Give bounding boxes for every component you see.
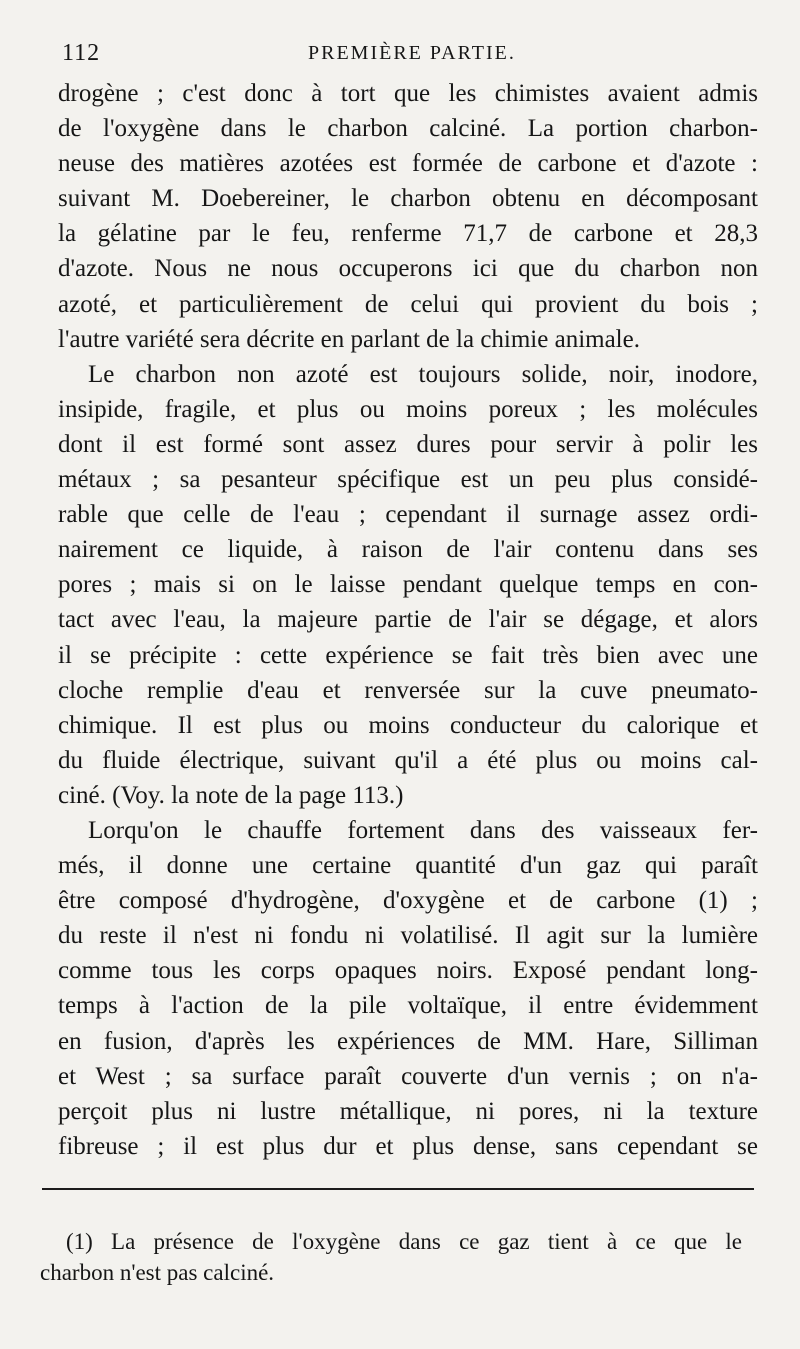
text-line: suivant M. Doebereiner, le charbon obtenu en décomposant xyxy=(58,185,758,213)
text-line: il se précipite : cette expérience se fait très bien avec une xyxy=(58,641,758,669)
text-line: dont il est formé sont assez dures pour servir à polir les xyxy=(58,430,758,458)
running-title: PREMIÈRE PARTIE. xyxy=(308,42,516,64)
text-line: tact avec l'eau, la majeure partie de l'air se dégage, et alors xyxy=(58,606,758,634)
text-line: du reste il n'est ni fondu ni volatilisé. Il agit sur la lumière xyxy=(58,922,758,950)
text-line: cloche remplie d'eau et renversée sur la cuve pneumato- xyxy=(58,676,758,704)
text-line: neuse des matières azotées est formée de carbone et d'azote : xyxy=(58,150,758,178)
text-line: du fluide électrique, suivant qu'il a été plus ou moins cal- xyxy=(58,746,758,774)
text-line: Le charbon non azoté est toujours solide, noir, inodore, xyxy=(88,360,758,388)
text-line: rable que celle de l'eau ; cependant il surnage assez ordi- xyxy=(58,501,758,529)
text-line: de l'oxygène dans le charbon calciné. La portion charbon- xyxy=(58,115,758,143)
text-line: nairement ce liquide, à raison de l'air contenu dans ses xyxy=(58,536,758,564)
text-line: més, il donne une certaine quantité d'un gaz qui paraît xyxy=(58,852,758,880)
text-line: perçoit plus ni lustre métallique, ni pores, ni la texture xyxy=(58,1097,758,1125)
text-line: ciné. (Voy. la note de la page 113.) xyxy=(58,781,404,809)
text-line: fibreuse ; il est plus dur et plus dense, sans cependant se xyxy=(58,1132,758,1160)
text-line: être composé d'hydrogène, d'oxygène et de carbone (1) ; xyxy=(58,887,758,915)
footnote xyxy=(40,1226,742,1288)
main-text xyxy=(58,76,758,1164)
text-line: temps à l'action de la pile voltaïque, il entre évidemment xyxy=(58,992,758,1020)
text-line: drogène ; c'est donc à tort que les chimistes avaient admis xyxy=(58,80,758,107)
page-number: 112 xyxy=(62,40,101,66)
text-line: d'azote. Nous ne nous occuperons ici que du charbon non xyxy=(58,255,758,283)
text-line: insipide, fragile, et plus ou moins poreux ; les molécules xyxy=(58,395,758,423)
text-line: en fusion, d'après les expériences de MM. Hare, Silliman xyxy=(58,1027,758,1055)
text-line: la gélatine par le feu, renferme 71,7 de carbone et 28,3 xyxy=(58,220,758,248)
text-line: chimique. Il est plus ou moins conducteur du calorique et xyxy=(58,711,758,739)
footnote-divider xyxy=(42,1188,754,1190)
text-line: pores ; mais si on le laisse pendant quelque temps en con- xyxy=(58,571,758,599)
text-line: comme tous les corps opaques noirs. Exposé pendant long- xyxy=(58,957,758,985)
text-line: Lorqu'on le chauffe fortement dans des vaisseaux fer- xyxy=(88,816,758,844)
text-line: l'autre variété sera décrite en parlant de la chimie animale. xyxy=(58,325,640,353)
footnote-line: (1) La présence de l'oxygène dans ce gaz tient à ce que le xyxy=(66,1229,742,1254)
text-line: métaux ; sa pesanteur spécifique est un peu plus considé- xyxy=(58,466,758,494)
page-header xyxy=(62,40,760,74)
footnote-line: charbon n'est pas calciné. xyxy=(40,1260,275,1285)
text-line: azoté, et particulièrement de celui qui provient du bois ; xyxy=(58,290,758,318)
text-line: et West ; sa surface paraît couverte d'un vernis ; on n'a- xyxy=(58,1062,758,1090)
